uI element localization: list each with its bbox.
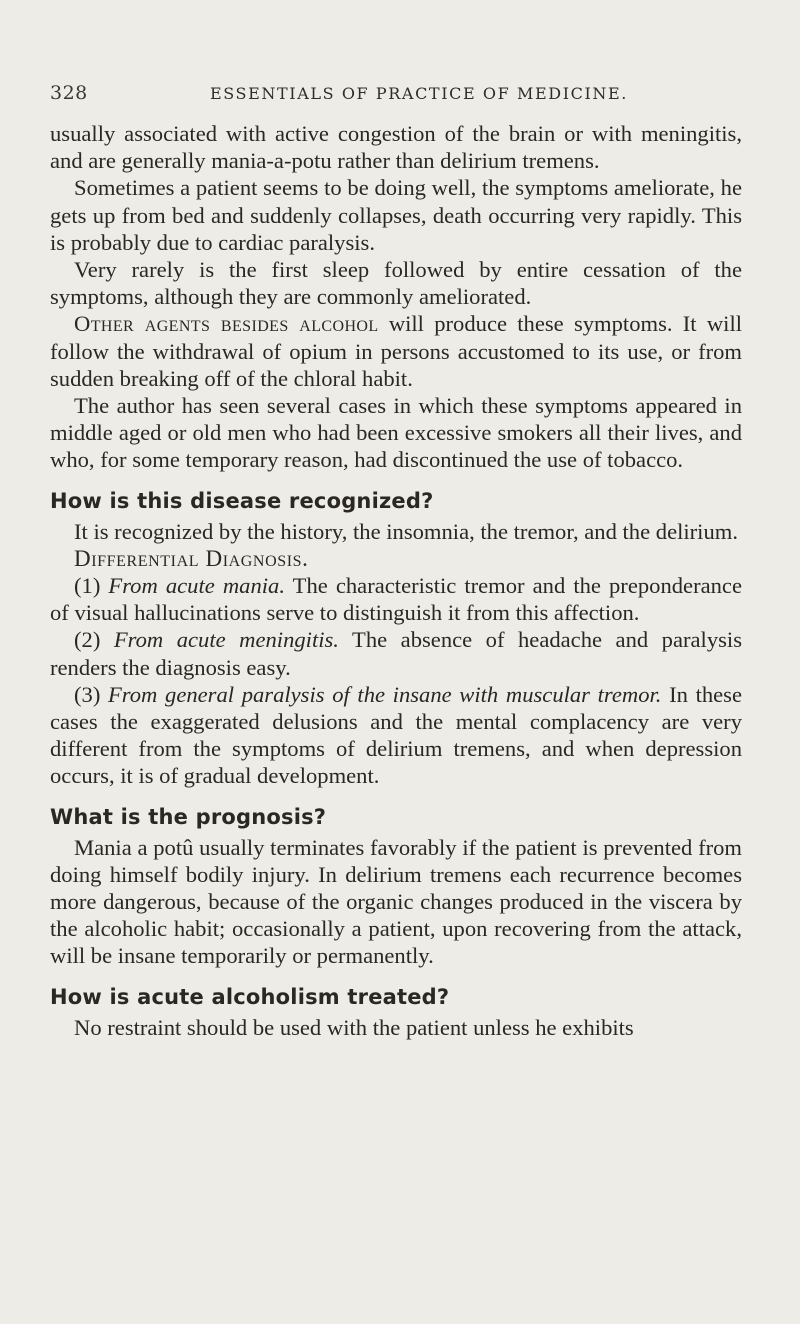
paragraph: Very rarely is the first sleep followed by entire cessation of the symptoms, although they are commonly ameliorated. bbox=[50, 257, 742, 310]
page-body bbox=[50, 120, 742, 1041]
paragraph: Mania a potû usually terminates favorably if the patient is prevented from doing himself bodily injury. In delirium tremens each recurrence becomes more dangerous, because of the organic changes produced in the viscera by the alcoholic habit; occasionally a patient, upon recovering from the attack, will be insane temporarily or permanently. bbox=[50, 834, 742, 969]
item-number: (1) bbox=[74, 573, 109, 599]
paragraph bbox=[50, 310, 742, 392]
paragraph: No restraint should be used with the patient unless he exhibits bbox=[74, 1014, 634, 1040]
page-header bbox=[0, 82, 800, 112]
diagnosis-item bbox=[50, 572, 742, 626]
item-text: The characteristic tremor and the preponderance of visual hallucinations serve to distinguish it from this affection. bbox=[50, 573, 742, 626]
item-title: From general paralysis of the insane with muscular tremor. bbox=[108, 681, 662, 707]
section-heading-treatment: How is acute alcoholism treated? bbox=[50, 984, 450, 1009]
item-number: (2) bbox=[74, 627, 114, 653]
item-number: (3) bbox=[74, 681, 108, 707]
running-title: ESSENTIALS OF PRACTICE OF MEDICINE. bbox=[210, 84, 628, 103]
differential-diagnosis-heading: Differential Diagnosis. bbox=[74, 545, 309, 571]
section-heading-prognosis: What is the prognosis? bbox=[50, 804, 327, 829]
page-number: 328 bbox=[50, 82, 88, 104]
paragraph: usually associated with active congestion of the brain or with meningitis, and are generally mania-a-potu rather than delirium tremens. bbox=[50, 121, 742, 174]
diagnosis-item bbox=[50, 681, 742, 790]
paragraph: Sometimes a patient seems to be doing well, the symptoms ameliorate, he gets up from bed and suddenly collapses, death occurring very rapidly. This is probably due to cardiac paralysis. bbox=[50, 175, 742, 255]
paragraph: The author has seen several cases in which these symptoms appeared in middle aged or old men who had been excessive smokers all their lives, and who, for some temporary reason, had discontinued the use of tobacco. bbox=[50, 393, 742, 473]
section-heading-recognition: How is this disease recognized? bbox=[50, 488, 434, 513]
paragraph: It is recognized by the history, the insomnia, the tremor, and the delirium. bbox=[74, 518, 738, 544]
diagnosis-item bbox=[50, 626, 742, 680]
item-title: From acute mania. bbox=[108, 573, 285, 599]
item-text: The absence of headache and paralysis renders the diagnosis easy. bbox=[50, 627, 742, 680]
item-text: In these cases the exaggerated delusions and the mental complacency are very different from the symptoms of delirium tremens, and when depression occurs, it is of gradual development. bbox=[50, 681, 742, 789]
paragraph-lead: Other agents besides alcohol bbox=[74, 311, 379, 337]
paragraph-text: will produce these symptoms. It will follow the withdrawal of opium in persons accustomed to its use, or from sudden breaking off of the chloral habit. bbox=[50, 311, 742, 391]
item-title: From acute meningitis. bbox=[113, 627, 339, 653]
